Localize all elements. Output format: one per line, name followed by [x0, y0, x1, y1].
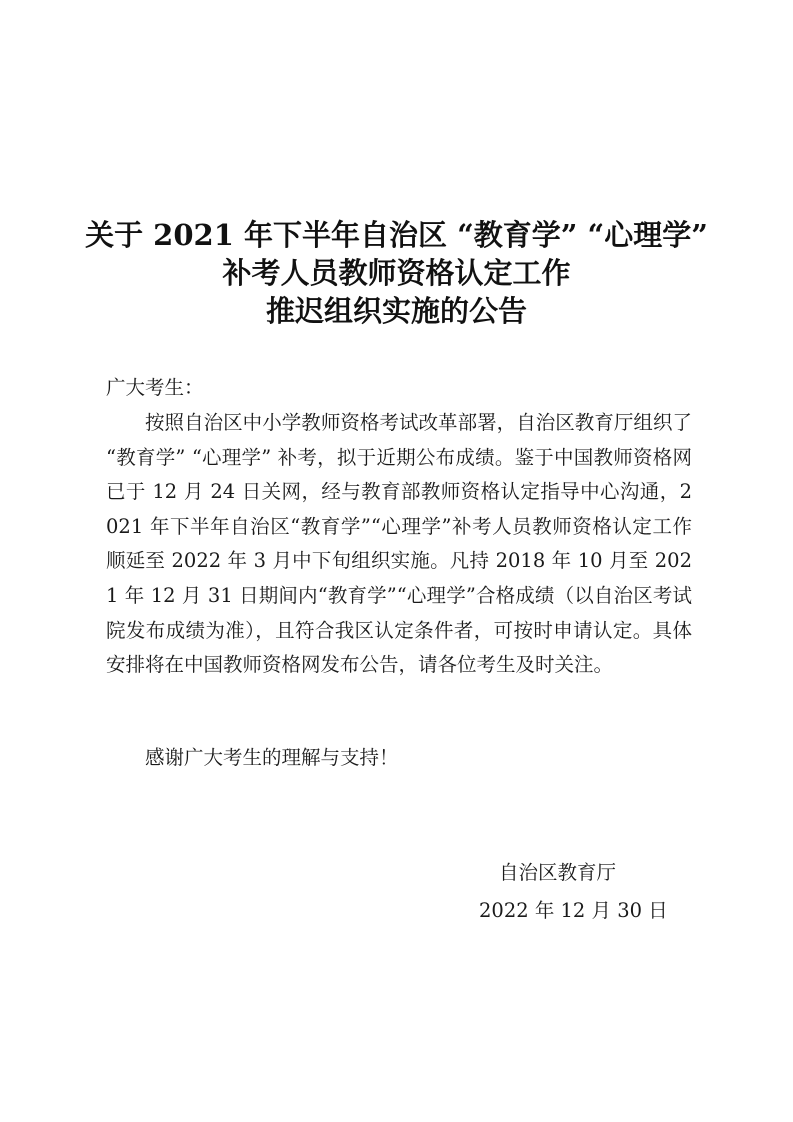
announcement-body [106, 406, 692, 683]
salutation: 广大考生： [106, 376, 204, 399]
signature-date: 2022 年 12 月 30 日 [479, 899, 668, 922]
title-line-1: 关于 2021 年下半年自治区 “教育学” “心理学” [85, 218, 708, 252]
announcement-title [0, 216, 793, 330]
closing-thanks: 感谢广大考生的理解与支持！ [145, 746, 399, 769]
title-line-3: 推迟组织实施的公告 [265, 294, 527, 328]
signature-organization: 自治区教育厅 [499, 861, 617, 884]
body-paragraph: 按照自治区中小学教师资格考试改革部署，自治区教育厅组织了 “教育学” “心理学” 补考，拟于近期公布成绩。鉴于中国教师资格网已于 12 月 24 日关网，经与教育部教师资格认定指导中心沟通，2021 年下半年自治区“教育学”“心理学”补考人员教师资格认定工作顺延至 2022 年 3 月中下旬组织实施。凡持 2018 年 10 月至 2021 年 12 月 31 日期间内“教育学”“心理学”合格成绩（以自治区考试院发布成绩为准），且符合我区认定条件者，可按时申请认定。具体安排将在中国教师资格网发布公告，请各位考生及时关注。 [106, 411, 692, 677]
title-line-2: 补考人员教师资格认定工作 [222, 256, 571, 290]
